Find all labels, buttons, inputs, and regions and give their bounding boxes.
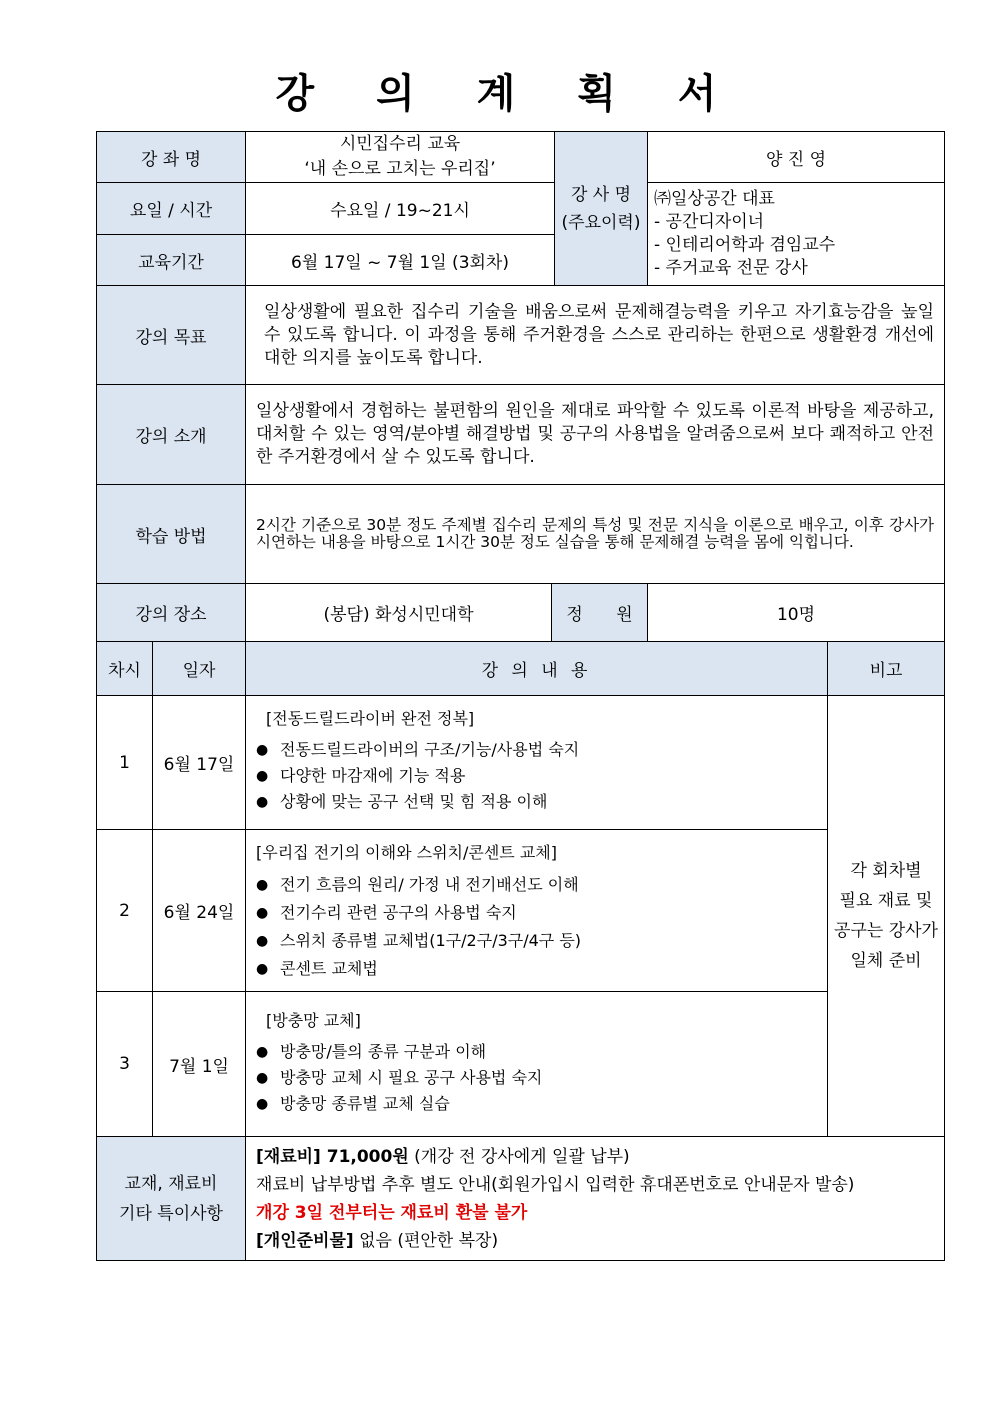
content-header: 강 의 내 용 — [246, 642, 828, 696]
session-number: 2 — [97, 830, 153, 992]
intro-cell — [246, 385, 945, 485]
session-items — [246, 871, 827, 983]
instructor-name: 양 진 영 — [648, 132, 945, 183]
period-value: 6월 17일 ~ 7월 1일 (3회차) — [246, 235, 555, 286]
session-item: ● 상황에 맞는 공구 선택 및 힘 적용 이해 — [256, 789, 827, 815]
method-label: 학습 방법 — [97, 485, 246, 584]
session-number: 1 — [97, 696, 153, 830]
refund-line: 개강 3일 전부터는 재료비 환불 불가 — [256, 1202, 528, 1223]
time-value: 수요일 / 19~21시 — [246, 183, 555, 235]
note-header: 비고 — [828, 642, 945, 696]
note-line: 공구는 강사가 — [834, 921, 938, 941]
note-cell — [828, 696, 945, 1137]
instructor-career — [648, 183, 945, 286]
prep-line — [256, 1227, 944, 1255]
session-content — [246, 696, 828, 830]
materials-cell — [246, 1137, 945, 1261]
session-date: 6월 24일 — [153, 830, 246, 992]
prep-label: [개인준비물] — [256, 1230, 354, 1251]
course-name-label: 강 좌 명 — [97, 132, 246, 183]
session-item: ● 방충망/틀의 종류 구분과 이해 — [256, 1039, 827, 1065]
session-item: ● 전기 흐름의 원리/ 가정 내 전기배선도 이해 — [256, 871, 827, 899]
session-row — [97, 992, 945, 1137]
career-item: ㈜일상공간 대표 — [654, 189, 775, 209]
materials-label-line2: 기타 특이사항 — [119, 1203, 223, 1224]
session-topic: [전동드릴드라이버 완전 정복] — [266, 709, 475, 728]
session-number: 3 — [97, 992, 153, 1137]
session-topic: [방충망 교체] — [266, 1011, 361, 1030]
session-date: 7월 1일 — [153, 992, 246, 1137]
goal-label: 강의 목표 — [97, 286, 246, 385]
session-topic: [우리집 전기의 이해와 스위치/콘센트 교체] — [256, 843, 557, 862]
career-item: - 공간디자이너 — [654, 212, 765, 232]
career-item: - 인테리어학과 겸임교수 — [654, 235, 836, 255]
fee-label: [재료비] 71,000원 — [256, 1146, 409, 1167]
prep-value: 없음 (편안한 복장) — [353, 1230, 499, 1251]
note-line: 일체 준비 — [850, 951, 922, 971]
session-item: ● 전동드릴드라이버의 구조/기능/사용법 숙지 — [256, 737, 827, 763]
goal-text: 일상생활에 필요한 집수리 기술을 배움으로써 문제해결능력을 키우고 자기효능감을 높일 수 있도록 합니다. 이 과정을 통해 주거환경을 스스로 관리하는 한편으로 생활환경 개선에 대한 의지를 높이도록 합니다. — [264, 301, 935, 368]
session-date: 6월 17일 — [153, 696, 246, 830]
session-content — [246, 830, 828, 992]
time-label: 요일 / 시간 — [97, 183, 246, 235]
intro-label: 강의 소개 — [97, 385, 246, 485]
session-items — [246, 737, 827, 815]
lecture-plan-table — [96, 131, 945, 1261]
course-name-cell — [246, 132, 555, 183]
capacity-value: 10명 — [648, 584, 945, 642]
session-item: ● 전기수리 관련 공구의 사용법 숙지 — [256, 899, 827, 927]
session-item: ● 콘센트 교체법 — [256, 955, 827, 983]
instructor-label — [555, 132, 648, 286]
materials-label-line1: 교재, 재료비 — [124, 1173, 218, 1194]
session-item: ● 방충망 교체 시 필요 공구 사용법 숙지 — [256, 1065, 827, 1091]
session-row — [97, 696, 945, 830]
period-label: 교육기간 — [97, 235, 246, 286]
payment-line: 재료비 납부방법 추후 별도 안내(회원가입시 입력한 휴대폰번호로 안내문자 발송) — [256, 1174, 855, 1195]
note-line: 각 회차별 — [850, 861, 922, 881]
instructor-label-line2: (주요이력) — [561, 212, 641, 233]
method-text: 2시간 기준으로 30분 정도 주제별 집수리 문제의 특성 및 전문 지식을 이론으로 배우고, 이후 강사가 시연하는 내용을 바탕으로 1시간 30분 정도 실습을 통해 문제해결 능력을 몸에 익힙니다. — [256, 516, 935, 551]
fee-line — [256, 1143, 944, 1171]
session-header: 차시 — [97, 642, 153, 696]
course-name-line1: 시민집수리 교육 — [339, 134, 461, 154]
goal-cell — [246, 286, 945, 385]
session-content — [246, 992, 828, 1137]
method-cell — [246, 485, 945, 584]
instructor-label-line1: 강 사 명 — [570, 184, 632, 205]
date-header: 일자 — [153, 642, 246, 696]
session-item: ● 방충망 종류별 교체 실습 — [256, 1091, 827, 1117]
place-value: (봉담) 화성시민대학 — [246, 584, 552, 642]
career-item: - 주거교육 전문 강사 — [654, 258, 808, 278]
capacity-label: 정 원 — [552, 584, 648, 642]
course-name-line2: ‘내 손으로 고치는 우리집’ — [304, 159, 496, 179]
place-label: 강의 장소 — [97, 584, 246, 642]
page-title: 강 의 계 획 서 — [275, 71, 741, 117]
note-line: 필요 재료 및 — [839, 891, 933, 911]
fee-note: (개강 전 강사에게 일괄 납부) — [408, 1146, 630, 1167]
session-item: ● 다양한 마감재에 기능 적용 — [256, 763, 827, 789]
session-items — [246, 1039, 827, 1117]
intro-text: 일상생활에서 경험하는 불편함의 원인을 제대로 파악할 수 있도록 이론적 바탕을 제공하고, 대처할 수 있는 영역/분야별 해결방법 및 공구의 사용법을 알려줌으로써 보다 쾌적하고 안전한 주거환경에서 살 수 있도록 합니다. — [256, 401, 935, 467]
materials-label — [97, 1137, 246, 1261]
session-item: ● 스위치 종류별 교체법(1구/2구/3구/4구 등) — [256, 927, 827, 955]
session-row — [97, 830, 945, 992]
